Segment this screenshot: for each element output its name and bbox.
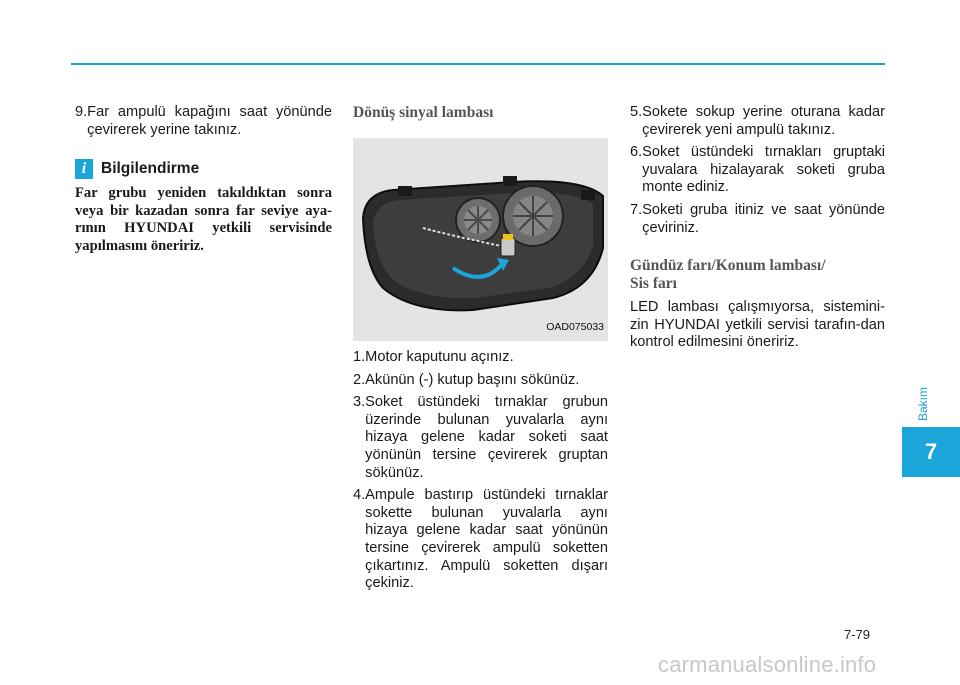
section-title-line1: Gündüz farı/Konum lambası/ xyxy=(630,257,826,275)
step-text: Ampule bastırıp üstündeki tırnaklar sokette bulunan yuvalarla aynı hizaya gelene kadar saat yönünün tersine çevirerek ampulü soketten çıkartınız. Ampulü soketten dışarı çekiniz. xyxy=(365,487,608,592)
chapter-side-label: Bakım xyxy=(916,387,930,422)
step-text: Soket üstündeki tırnakları gruptaki yuvalara hizalayarak soketi gruba monte ediniz. xyxy=(642,144,885,196)
led-paragraph: LED lambası çalışmıyorsa, sistemini-zin HYUNDAI yetkili servisi tarafın-dan kontrol edilmesini öneririz. xyxy=(630,299,885,351)
step-4 xyxy=(353,487,608,593)
step-number: 6. xyxy=(630,144,643,161)
header-rule xyxy=(71,63,885,65)
step-number: 5. xyxy=(630,104,643,120)
step-text: Soketi gruba itiniz ve saat yönünde çeviriniz. xyxy=(642,201,885,236)
step-text: Motor kaputunu açınız. xyxy=(365,349,514,365)
column-left xyxy=(75,104,332,255)
step-number: 9. xyxy=(75,104,88,120)
section-title-line2: Sis farı xyxy=(630,275,677,293)
step-9 xyxy=(75,104,332,139)
info-header xyxy=(75,159,332,179)
column-right xyxy=(630,104,885,352)
watermark: carmanualsonline.info xyxy=(658,652,877,677)
step-text: Akünün (-) kutup başını sökünüz. xyxy=(365,371,580,388)
step-2 xyxy=(353,372,608,390)
info-icon: i xyxy=(75,159,93,179)
step-1 xyxy=(353,349,608,367)
step-5 xyxy=(630,104,885,139)
step-3 xyxy=(353,394,608,482)
section-title-drl xyxy=(630,257,885,293)
step-text: Soket üstündeki tırnaklar grubun üzerinde bulunan yuvalarla aynı hizaya gelene kadar soketi saat yönünün tersine çevirerek gruptan sökünüz. xyxy=(365,394,608,481)
step-number: 1. xyxy=(353,349,366,365)
headlamp-illustration xyxy=(353,138,608,341)
chapter-tab: 7 xyxy=(902,427,960,477)
column-middle xyxy=(353,104,608,598)
step-number: 2. xyxy=(353,371,366,388)
step-number: 4. xyxy=(353,487,366,504)
info-title: Bilgilendirme xyxy=(101,160,200,178)
step-number: 7. xyxy=(630,201,643,218)
step-6 xyxy=(630,144,885,197)
headlamp-figure xyxy=(353,138,608,341)
step-text: Sokete sokup yerine oturana kadar çevirerek yeni ampulü takınız. xyxy=(642,104,885,138)
step-text: Far ampulü kapağını saat yönünde çevirerek yerine takınız. xyxy=(87,104,332,138)
section-title-turn-signal: Dönüş sinyal lambası xyxy=(353,104,494,121)
info-body: Far grubu yeniden takıldıktan sonra veya bir kazadan sonra far seviye aya-rının HYUNDAI yetkili servisinde yapılmasını öneririz. xyxy=(75,185,332,254)
step-7 xyxy=(630,202,885,237)
figure-code: OAD075033 xyxy=(546,321,604,334)
page-number: 7-79 xyxy=(844,627,871,642)
step-number: 3. xyxy=(353,394,366,411)
